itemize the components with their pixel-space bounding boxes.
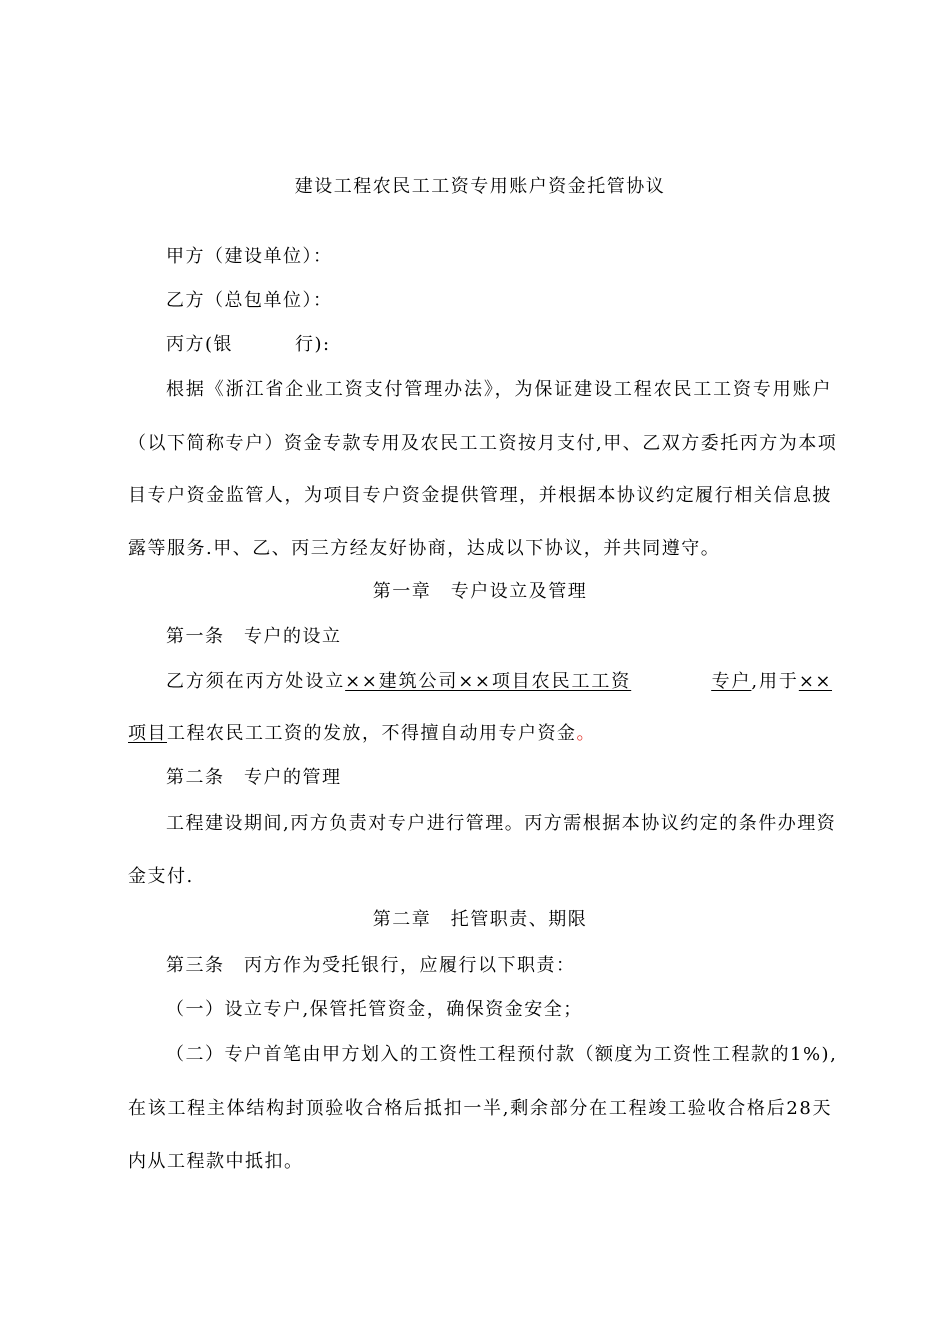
intro-line-4: 露等服务.甲、乙、丙三方经友好协商，达成以下协议，并共同遵守。: [128, 538, 721, 559]
party-a-line: 甲方（建设单位）：: [166, 246, 333, 267]
project-underlined: 项目: [128, 723, 167, 744]
article-1-line-2: [128, 722, 596, 746]
article-2-line-2: 金支付.: [128, 866, 194, 887]
chapter-1-heading: 第一章 专户设立及管理: [372, 581, 588, 602]
party-c-line: [166, 333, 331, 357]
article-3-item-2-line-2: 在该工程主体结构封顶验收合格后抵扣一半,剩余部分在工程竣工验收合格后28天: [128, 1098, 832, 1119]
red-period: 。: [576, 723, 596, 744]
document-title: 建设工程农民工工资专用账户资金托管协议: [294, 176, 666, 197]
intro-line-2: （以下简称专户）资金专款专用及农民工工资按月支付,甲、乙双方委托丙方为本项: [128, 433, 838, 454]
project-name-underlined: ××: [798, 671, 833, 692]
intro-line-3: 目专户资金监管人，为项目专户资金提供管理，并根据本协议约定履行相关信息披: [128, 485, 832, 506]
article-2-heading: 第二条 专户的管理: [166, 767, 342, 788]
article-3-item-2-line-1: （二）专户首笔由甲方划入的工资性工程预付款（额度为工资性工程款的1%),: [166, 1044, 838, 1065]
party-b-line: 乙方（总包单位）：: [166, 290, 333, 311]
chapter-2-heading: 第二章 托管职责、期限: [372, 909, 588, 930]
article-1-text-a: 乙方须在丙方处设立: [166, 671, 346, 692]
account-name-underlined: ××建筑公司××项目农民工工资 专户: [345, 671, 752, 692]
article-2-line-1: 工程建设期间,丙方负责对专户进行管理。丙方需根据本协议约定的条件办理资: [166, 813, 837, 834]
party-c-suffix: 行):: [295, 334, 331, 355]
article-1-heading: 第一条 专户的设立: [166, 626, 342, 647]
article-1-line-1: [166, 670, 832, 694]
article-3-heading: 第三条 丙方作为受托银行，应履行以下职责：: [166, 955, 576, 976]
article-3-item-1: （一）设立专户,保管托管资金，确保资金安全；: [166, 999, 583, 1020]
article-3-item-2-line-3: 内从工程款中抵扣。: [128, 1151, 304, 1172]
party-c-prefix: 丙方(银: [166, 334, 234, 355]
article-1-text-c: 工程农民工工资的发放，不得擅自动用专户资金: [167, 723, 577, 744]
intro-line-1: 根据《浙江省企业工资支付管理办法》，为保证建设工程农民工工资专用账户: [166, 379, 832, 400]
article-1-text-b: ,用于: [751, 671, 799, 692]
